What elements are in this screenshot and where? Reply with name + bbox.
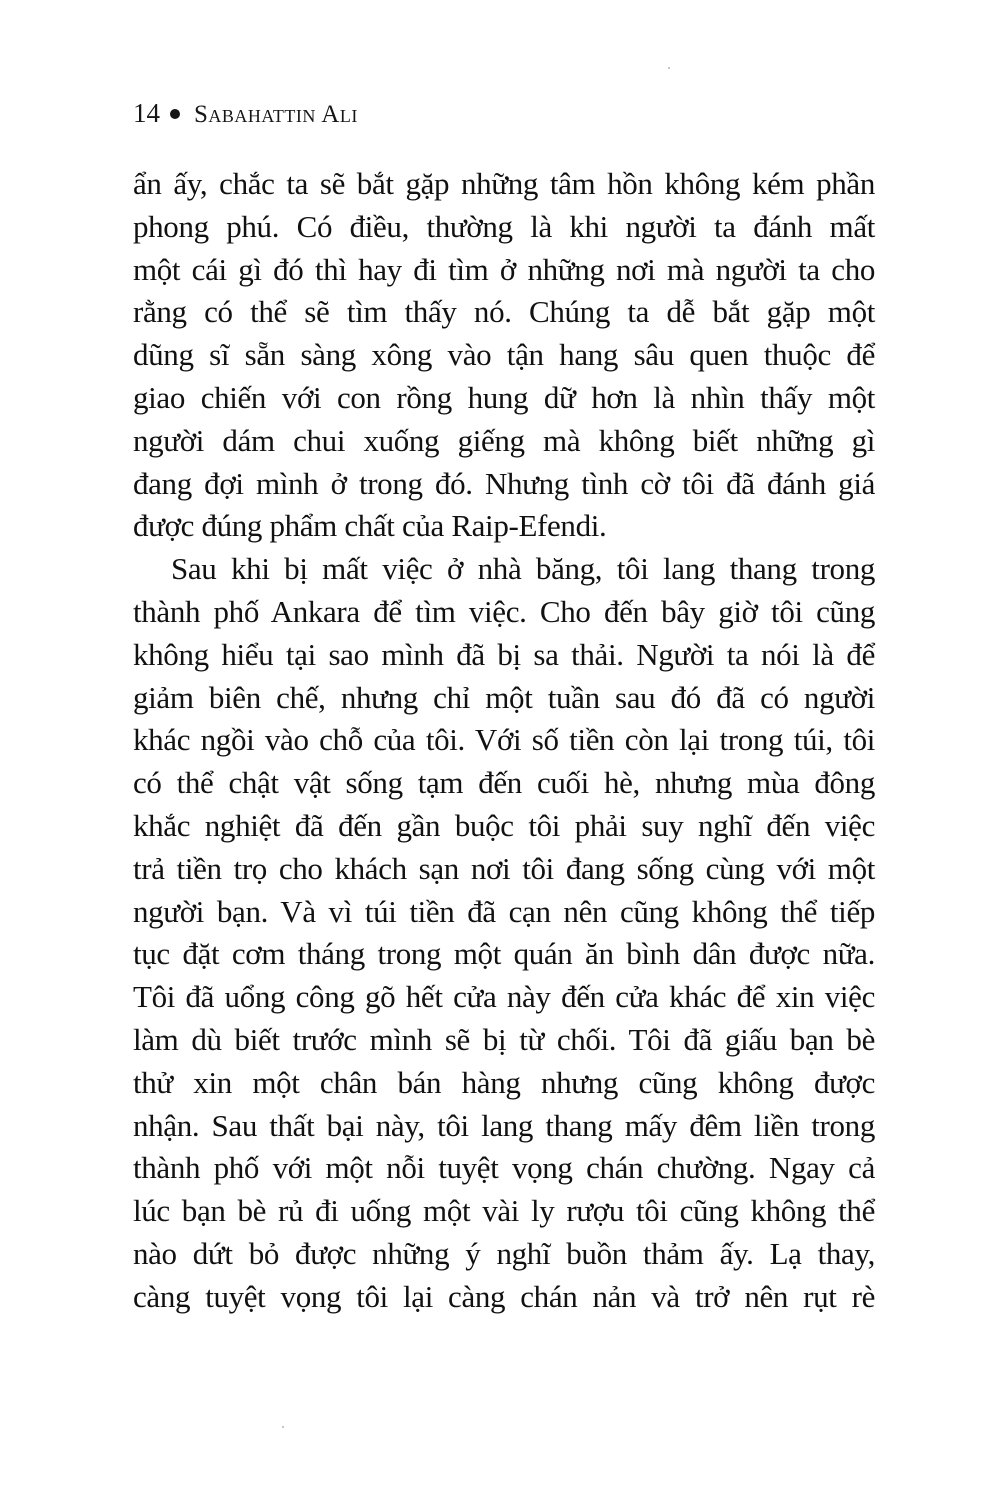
text-line: càng tuyệt vọng tôi lại càng chán nản và trở nên rụt rè [133, 1278, 875, 1314]
text-line: rằng có thể sẽ tìm thấy nó. Chúng ta dễ bắt gặp một [133, 294, 875, 330]
text-line: khác ngồi vào chỗ của tôi. Với số tiền còn lại trong túi, tôi [133, 722, 875, 758]
page-number: 14 [133, 98, 160, 128]
text-line: ẩn ấy, chắc ta sẽ bắt gặp những tâm hồn không kém phần [133, 166, 875, 201]
body-text [133, 163, 875, 1361]
text-line: dũng sĩ sẵn sàng xông vào tận hang sâu quen thuộc để [133, 337, 875, 373]
running-header [133, 98, 358, 134]
text-line: khắc nghiệt đã đến gần buộc tôi phải suy nghĩ đến việc [133, 807, 875, 843]
text-line: không hiểu tại sao mình đã bị sa thải. Người ta nói là để [133, 636, 875, 672]
text-line: giao chiến với con rồng hung dữ hơn là nhìn thấy một [133, 379, 875, 415]
author-name: Sabahattin Ali [194, 101, 358, 128]
text-line: có thể chật vật sống tạm đến cuối hè, nhưng mùa đông [133, 765, 875, 801]
bullet-separator-icon [170, 109, 180, 119]
text-line: người dám chui xuống giếng mà không biết những gì [133, 422, 875, 458]
text-line [133, 1319, 875, 1362]
text-line: thành phố Ankara để tìm việc. Cho đến bây giờ tôi cũng [133, 593, 875, 629]
scan-speck [668, 67, 670, 69]
text-line: Sau khi bị mất việc ở nhà băng, tôi lang thang trong [171, 551, 875, 587]
text-line: người bạn. Và vì túi tiền đã cạn nên cũng không thể tiếp [133, 893, 875, 929]
text-line: tục đặt cơm tháng trong một quán ăn bình dân được nữa. [133, 936, 875, 972]
text-line: Tôi đã uổng công gõ hết cửa này đến cửa khác để xin việc [133, 979, 875, 1015]
text-line: một cái gì đó thì hay đi tìm ở những nơi mà người ta cho [133, 251, 875, 287]
text-line: làm dù biết trước mình sẽ bị từ chối. Tôi đã giấu bạn bè [133, 1021, 875, 1057]
scan-speck [282, 1426, 284, 1428]
text-line: nhận. Sau thất bại này, tôi lang thang mấy đêm liền trong [133, 1107, 875, 1143]
text-line: đang đợi mình ở trong đó. Nhưng tình cờ tôi đã đánh giá [133, 465, 875, 501]
text-line: được đúng phẩm chất của Raip-Efendi. [133, 508, 607, 544]
text-line: thử xin một chân bán hàng nhưng cũng không được [133, 1064, 875, 1100]
text-line: giảm biên chế, nhưng chỉ một tuần sau đó đã có người [133, 679, 875, 715]
text-line: nào dứt bỏ được những ý nghĩ buồn thảm ấy. Lạ thay, [133, 1235, 875, 1271]
text-line: thành phố với một nỗi tuyệt vọng chán chường. Ngay cả [133, 1150, 875, 1186]
text-line: phong phú. Có điều, thường là khi người ta đánh mất [133, 208, 875, 244]
text-line: lúc bạn bè rủ đi uống một vài ly rượu tôi cũng không thể [133, 1193, 875, 1229]
text-line: trả tiền trọ cho khách sạn nơi tôi đang sống cùng với một [133, 850, 875, 886]
